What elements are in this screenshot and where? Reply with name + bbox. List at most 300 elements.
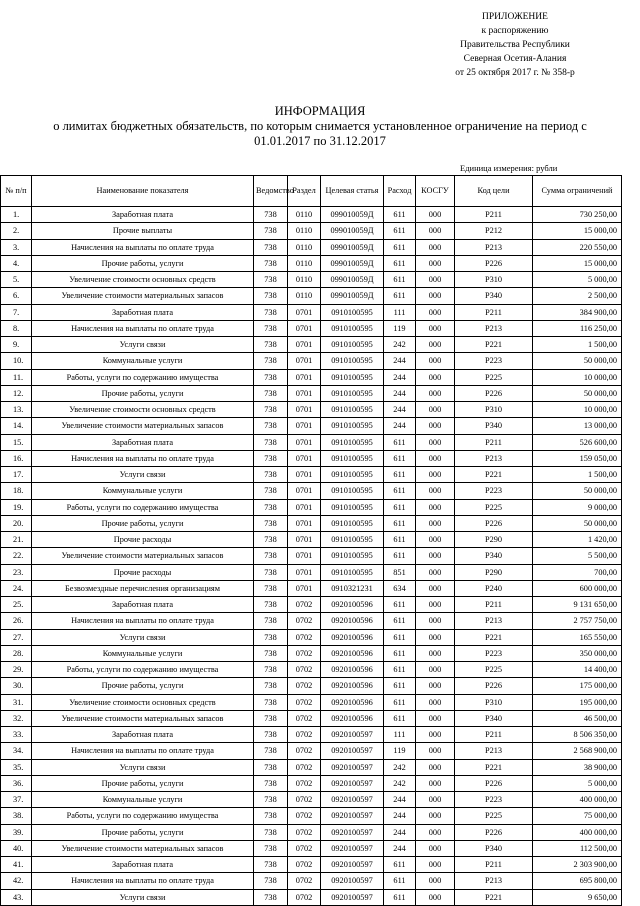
table-cell: Работы, услуги по содержанию имущества [32, 499, 254, 515]
table-cell: 12. [1, 385, 32, 401]
table-cell: 244 [384, 808, 416, 824]
table-cell: Прочие выплаты [32, 223, 254, 239]
table-cell: 0920100597 [321, 857, 384, 873]
table-cell: 0910100595 [321, 515, 384, 531]
header-cell: Целевая статья [321, 176, 384, 207]
table-cell: 611 [384, 710, 416, 726]
header-cell: Ведомство [254, 176, 288, 207]
table-cell: 0910321231 [321, 580, 384, 596]
table-row [1, 320, 622, 336]
table-row [1, 272, 622, 288]
table-cell: 19. [1, 499, 32, 515]
table-cell: 0920100597 [321, 808, 384, 824]
table-cell: 159 050,00 [533, 450, 622, 466]
table-row [1, 385, 622, 401]
table-cell: 24. [1, 580, 32, 596]
table-row [1, 337, 622, 353]
table-cell: 738 [254, 467, 288, 483]
appendix-order: к распоряжению [481, 26, 549, 36]
table-cell: Начисления на выплаты по оплате труда [32, 613, 254, 629]
table-cell: 15. [1, 434, 32, 450]
table-cell: 738 [254, 824, 288, 840]
table-cell: 738 [254, 873, 288, 889]
header-cell: Код цели [455, 176, 533, 207]
table-row [1, 597, 622, 613]
title-subject: о лимитах бюджетных обязательств, по которым снимается установленное ограничение на период с [53, 119, 587, 133]
table-cell: Услуги связи [32, 629, 254, 645]
table-cell: 0910100595 [321, 337, 384, 353]
table-cell: 165 550,00 [533, 629, 622, 645]
table-cell: 26. [1, 613, 32, 629]
table-cell: 000 [416, 694, 455, 710]
table-cell: 738 [254, 808, 288, 824]
table-cell: 0920100597 [321, 759, 384, 775]
table-row [1, 402, 622, 418]
table-cell: 000 [416, 223, 455, 239]
table-cell: 116 250,00 [533, 320, 622, 336]
table-cell: 244 [384, 792, 416, 808]
table-cell: 2. [1, 223, 32, 239]
table-cell: 0701 [288, 483, 321, 499]
table-cell: 000 [416, 759, 455, 775]
table-cell: P212 [455, 223, 533, 239]
table-cell: 851 [384, 564, 416, 580]
table-cell: 738 [254, 710, 288, 726]
table-cell: 738 [254, 613, 288, 629]
table-cell: 099010059Д [321, 255, 384, 271]
table-cell: 0702 [288, 597, 321, 613]
table-row [1, 694, 622, 710]
table-cell: 27. [1, 629, 32, 645]
table-cell: P240 [455, 580, 533, 596]
table-cell: 0701 [288, 434, 321, 450]
table-cell: 611 [384, 694, 416, 710]
table-cell: Прочие работы, услуги [32, 255, 254, 271]
table-cell: 244 [384, 385, 416, 401]
table-cell: 0702 [288, 710, 321, 726]
table-cell: 0702 [288, 873, 321, 889]
table-cell: 099010059Д [321, 272, 384, 288]
table-body [1, 207, 622, 906]
table-cell: Увеличение стоимости материальных запасов [32, 288, 254, 304]
table-cell: 0920100597 [321, 889, 384, 905]
table-cell: P213 [455, 873, 533, 889]
table-cell: 738 [254, 288, 288, 304]
table-cell: 611 [384, 613, 416, 629]
table-row [1, 629, 622, 645]
table-cell: 15 000,00 [533, 255, 622, 271]
table-row [1, 304, 622, 320]
table-cell: 000 [416, 743, 455, 759]
table-cell: 000 [416, 483, 455, 499]
table-cell: 738 [254, 320, 288, 336]
table-cell: Прочие работы, услуги [32, 385, 254, 401]
table-cell: 40. [1, 840, 32, 856]
table-cell: P223 [455, 645, 533, 661]
table-cell: 0910100595 [321, 402, 384, 418]
table-cell: 700,00 [533, 564, 622, 580]
table-cell: 738 [254, 272, 288, 288]
table-row [1, 499, 622, 515]
table-cell: 0701 [288, 580, 321, 596]
table-cell: 0702 [288, 662, 321, 678]
table-cell: 111 [384, 304, 416, 320]
table-cell: 6. [1, 288, 32, 304]
table-cell: 0920100596 [321, 710, 384, 726]
table-cell: 000 [416, 320, 455, 336]
table-cell: P340 [455, 710, 533, 726]
table-cell: 242 [384, 759, 416, 775]
table-cell: 738 [254, 434, 288, 450]
table-cell: P223 [455, 792, 533, 808]
table-cell: P213 [455, 239, 533, 255]
header-cell: № п/п [1, 176, 32, 207]
table-cell: 0920100596 [321, 613, 384, 629]
table-cell: 0920100597 [321, 743, 384, 759]
table-cell: 42. [1, 873, 32, 889]
table-cell: 0701 [288, 337, 321, 353]
table-cell: 000 [416, 207, 455, 223]
table-cell: 000 [416, 857, 455, 873]
table-cell: P213 [455, 613, 533, 629]
table-cell: 0110 [288, 239, 321, 255]
table-cell: 526 600,00 [533, 434, 622, 450]
table-cell: 50 000,00 [533, 353, 622, 369]
table-cell: Начисления на выплаты по оплате труда [32, 873, 254, 889]
table-cell: 0910100595 [321, 483, 384, 499]
table-cell: Заработная плата [32, 597, 254, 613]
table-cell: 738 [254, 207, 288, 223]
table-cell: 244 [384, 840, 416, 856]
table-cell: 0920100596 [321, 597, 384, 613]
table-cell: P290 [455, 564, 533, 580]
table-cell: 0920100597 [321, 792, 384, 808]
table-cell: 600 000,00 [533, 580, 622, 596]
table-cell: 46 500,00 [533, 710, 622, 726]
table-cell: 738 [254, 515, 288, 531]
table-cell: Увеличение стоимости материальных запасов [32, 418, 254, 434]
table-cell: 244 [384, 824, 416, 840]
table-cell: 37. [1, 792, 32, 808]
table-row [1, 645, 622, 661]
table-cell: 0910100595 [321, 532, 384, 548]
table-cell: 738 [254, 775, 288, 791]
table-cell: 000 [416, 662, 455, 678]
table-cell: 0110 [288, 207, 321, 223]
table-cell: 000 [416, 548, 455, 564]
table-cell: 0920100597 [321, 727, 384, 743]
table-cell: 39. [1, 824, 32, 840]
table-cell: 000 [416, 564, 455, 580]
table-cell: P221 [455, 759, 533, 775]
table-row [1, 613, 622, 629]
table-cell: 611 [384, 678, 416, 694]
table-cell: 7. [1, 304, 32, 320]
table-cell: 000 [416, 450, 455, 466]
table-cell: 9 000,00 [533, 499, 622, 515]
table-row [1, 727, 622, 743]
table-cell: 0702 [288, 808, 321, 824]
table-cell: 738 [254, 645, 288, 661]
table-cell: 0702 [288, 759, 321, 775]
appendix-block [400, 10, 630, 80]
table-cell: 30. [1, 678, 32, 694]
table-cell: 8 506 350,00 [533, 727, 622, 743]
table-cell: 738 [254, 857, 288, 873]
table-cell: 738 [254, 548, 288, 564]
table-cell: P226 [455, 515, 533, 531]
table-row [1, 873, 622, 889]
table-cell: P290 [455, 532, 533, 548]
header-cell: Расход [384, 176, 416, 207]
table-cell: 0920100597 [321, 873, 384, 889]
table-cell: Заработная плата [32, 304, 254, 320]
table-cell: 611 [384, 499, 416, 515]
table-cell: 29. [1, 662, 32, 678]
table-cell: 1 500,00 [533, 467, 622, 483]
table-cell: 000 [416, 532, 455, 548]
table-cell: 0920100597 [321, 840, 384, 856]
table-cell: Прочие работы, услуги [32, 515, 254, 531]
table-cell: P225 [455, 369, 533, 385]
table-cell: 244 [384, 418, 416, 434]
table-cell: 738 [254, 532, 288, 548]
table-cell: 738 [254, 694, 288, 710]
table-cell: 000 [416, 629, 455, 645]
table-cell: 75 000,00 [533, 808, 622, 824]
table-row [1, 759, 622, 775]
table-cell: 099010059Д [321, 288, 384, 304]
table-cell: 9. [1, 337, 32, 353]
table-cell: P211 [455, 857, 533, 873]
table-cell: Прочие работы, услуги [32, 678, 254, 694]
table-cell: 244 [384, 353, 416, 369]
table-row [1, 434, 622, 450]
table-cell: 28. [1, 645, 32, 661]
table-cell: P223 [455, 483, 533, 499]
table-cell: 0110 [288, 272, 321, 288]
table-cell: 1. [1, 207, 32, 223]
table-cell: 119 [384, 320, 416, 336]
table-cell: 400 000,00 [533, 824, 622, 840]
table-cell: 0701 [288, 564, 321, 580]
table-cell: 244 [384, 369, 416, 385]
table-cell: 000 [416, 613, 455, 629]
table-cell: 15 000,00 [533, 223, 622, 239]
table-cell: 0702 [288, 727, 321, 743]
table-row [1, 792, 622, 808]
table-cell: 0910100595 [321, 467, 384, 483]
table-cell: 0702 [288, 824, 321, 840]
table-cell: P310 [455, 272, 533, 288]
table-cell: 611 [384, 483, 416, 499]
table-cell: 000 [416, 727, 455, 743]
table-cell: 25. [1, 597, 32, 613]
table-cell: 10 000,00 [533, 369, 622, 385]
table-cell: 10. [1, 353, 32, 369]
table-cell: 000 [416, 710, 455, 726]
table-cell: 611 [384, 288, 416, 304]
table-cell: Коммунальные услуги [32, 792, 254, 808]
table-cell: Услуги связи [32, 759, 254, 775]
table-cell: 099010059Д [321, 223, 384, 239]
table-cell: 0702 [288, 775, 321, 791]
table-cell: Услуги связи [32, 889, 254, 905]
table-row [1, 824, 622, 840]
table-cell: 9 131 650,00 [533, 597, 622, 613]
table-cell: 738 [254, 353, 288, 369]
table-cell: 34. [1, 743, 32, 759]
table-cell: 611 [384, 629, 416, 645]
table-cell: 13. [1, 402, 32, 418]
table-cell: 000 [416, 402, 455, 418]
table-row [1, 515, 622, 531]
table-cell: 23. [1, 564, 32, 580]
table-cell: 000 [416, 678, 455, 694]
table-cell: 350 000,00 [533, 645, 622, 661]
table-cell: 611 [384, 662, 416, 678]
table-row [1, 467, 622, 483]
table-cell: 0910100595 [321, 434, 384, 450]
table-cell: 0702 [288, 678, 321, 694]
table-cell: 000 [416, 775, 455, 791]
table-cell: 36. [1, 775, 32, 791]
table-cell: 3. [1, 239, 32, 255]
table-cell: 738 [254, 727, 288, 743]
table-cell: 738 [254, 889, 288, 905]
table-cell: Увеличение стоимости основных средств [32, 272, 254, 288]
table-row [1, 288, 622, 304]
table-cell: 000 [416, 418, 455, 434]
table-cell: 000 [416, 304, 455, 320]
table-cell: 5. [1, 272, 32, 288]
table-row [1, 548, 622, 564]
table-cell: 43. [1, 889, 32, 905]
table-header-row [1, 176, 622, 207]
table-cell: 738 [254, 483, 288, 499]
table-cell: 0701 [288, 353, 321, 369]
header-cell: Сумма ограничений [533, 176, 622, 207]
table-cell: 41. [1, 857, 32, 873]
table-cell: 000 [416, 515, 455, 531]
table-cell: P340 [455, 548, 533, 564]
table-cell: 0910100595 [321, 418, 384, 434]
table-cell: 10 000,00 [533, 402, 622, 418]
table-cell: 0702 [288, 694, 321, 710]
table-cell: 5 000,00 [533, 775, 622, 791]
table-row [1, 418, 622, 434]
table-cell: 0702 [288, 629, 321, 645]
table-cell: 738 [254, 385, 288, 401]
table-row [1, 483, 622, 499]
table-cell: 111 [384, 727, 416, 743]
table-cell: 738 [254, 369, 288, 385]
table-cell: 099010059Д [321, 239, 384, 255]
table-cell: 000 [416, 288, 455, 304]
table-cell: 0702 [288, 792, 321, 808]
table-cell: Заработная плата [32, 207, 254, 223]
table-cell: P340 [455, 288, 533, 304]
table-cell: 14 400,00 [533, 662, 622, 678]
table-cell: P226 [455, 824, 533, 840]
table-cell: Коммунальные услуги [32, 353, 254, 369]
table-cell: P211 [455, 727, 533, 743]
table-row [1, 223, 622, 239]
table-cell: 0701 [288, 467, 321, 483]
table-cell: 1 500,00 [533, 337, 622, 353]
table-cell: 0110 [288, 255, 321, 271]
table-cell: 0110 [288, 223, 321, 239]
table-cell: 611 [384, 223, 416, 239]
table-cell: 738 [254, 662, 288, 678]
table-cell: Увеличение стоимости материальных запасов [32, 840, 254, 856]
table-cell: Работы, услуги по содержанию имущества [32, 662, 254, 678]
table-cell: 000 [416, 467, 455, 483]
table-cell: 738 [254, 304, 288, 320]
table-cell: Заработная плата [32, 434, 254, 450]
table-cell: 0920100597 [321, 775, 384, 791]
table-cell: 0701 [288, 320, 321, 336]
table-cell: 0701 [288, 418, 321, 434]
table-cell: 0910100595 [321, 548, 384, 564]
table-cell: 611 [384, 515, 416, 531]
table-cell: 50 000,00 [533, 483, 622, 499]
table-cell: 000 [416, 597, 455, 613]
table-cell: 2 757 750,00 [533, 613, 622, 629]
table-cell: Начисления на выплаты по оплате труда [32, 743, 254, 759]
table-cell: 16. [1, 450, 32, 466]
table-cell: Коммунальные услуги [32, 483, 254, 499]
table-cell: 738 [254, 840, 288, 856]
table-cell: 000 [416, 369, 455, 385]
table-row [1, 840, 622, 856]
table-cell: 738 [254, 402, 288, 418]
table-cell: P211 [455, 597, 533, 613]
table-cell: 611 [384, 889, 416, 905]
table-cell: 11. [1, 369, 32, 385]
table-cell: 0702 [288, 889, 321, 905]
appendix-government: Правительства Республики [460, 40, 570, 50]
table-cell: 611 [384, 207, 416, 223]
table-cell: 0702 [288, 613, 321, 629]
table-cell: P211 [455, 304, 533, 320]
table-cell: 0910100595 [321, 304, 384, 320]
unit-label: Единица измерения: рубли [460, 163, 558, 173]
table-cell: 1 420,00 [533, 532, 622, 548]
table-cell: 738 [254, 255, 288, 271]
table-cell: P340 [455, 418, 533, 434]
table-cell: 2 568 900,00 [533, 743, 622, 759]
table-row [1, 775, 622, 791]
header-cell: КОСГУ [416, 176, 455, 207]
table-cell: 000 [416, 792, 455, 808]
appendix-republic: Северная Осетия-Алания [463, 54, 567, 64]
table-row [1, 678, 622, 694]
table-cell: Увеличение стоимости материальных запасов [32, 710, 254, 726]
table-row [1, 564, 622, 580]
table-cell: 000 [416, 239, 455, 255]
table-row [1, 889, 622, 905]
table-cell: P226 [455, 255, 533, 271]
table-cell: P310 [455, 694, 533, 710]
table-cell: P226 [455, 678, 533, 694]
table-cell: 738 [254, 743, 288, 759]
table-cell: 0110 [288, 288, 321, 304]
table-cell: 0910100595 [321, 564, 384, 580]
table-cell: 611 [384, 597, 416, 613]
table-cell: 384 900,00 [533, 304, 622, 320]
table-cell: 244 [384, 402, 416, 418]
